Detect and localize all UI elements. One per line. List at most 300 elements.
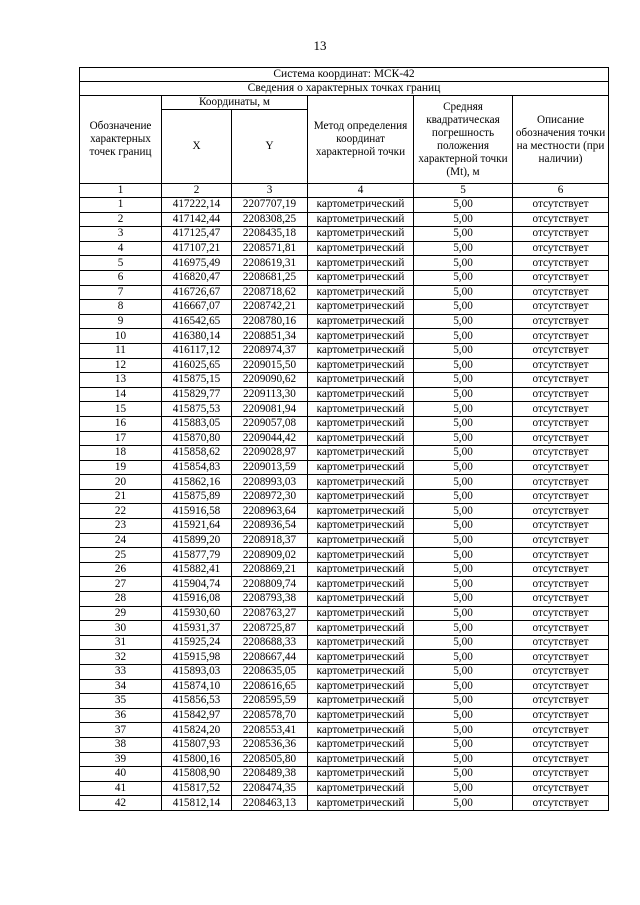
method-cell: картометрический [308,679,414,694]
method-cell: картометрический [308,752,414,767]
y-cell: 2209090,62 [232,373,308,388]
error-cell: 5,00 [414,577,513,592]
y-cell: 2208489,38 [232,767,308,782]
description-cell: отсутствует [513,650,609,665]
error-cell: 5,00 [414,343,513,358]
method-cell: картометрический [308,227,414,242]
method-cell: картометрический [308,446,414,461]
x-cell: 415875,53 [162,402,232,417]
y-cell: 2208793,38 [232,592,308,607]
y-cell: 2209015,50 [232,358,308,373]
x-cell: 416667,07 [162,300,232,315]
y-cell: 2209081,94 [232,402,308,417]
point-number-cell: 11 [80,343,162,358]
description-cell: отсутствует [513,723,609,738]
point-number-cell: 38 [80,737,162,752]
table-row [80,752,609,767]
table-row [80,519,609,534]
description-cell: отсутствует [513,708,609,723]
table-row [80,562,609,577]
point-number-cell: 21 [80,489,162,504]
description-cell: отсутствует [513,300,609,315]
point-number-cell: 33 [80,665,162,680]
page-number: 13 [313,38,327,53]
description-cell: отсутствует [513,227,609,242]
error-cell: 5,00 [414,504,513,519]
point-number-cell: 30 [80,621,162,636]
description-cell: отсутствует [513,416,609,431]
x-cell: 415882,41 [162,562,232,577]
error-cell: 5,00 [414,373,513,388]
method-cell: картометрический [308,504,414,519]
method-cell: картометрический [308,285,414,300]
x-cell: 416025,65 [162,358,232,373]
column-number: 1 [80,184,162,198]
method-cell: картометрический [308,519,414,534]
y-cell: 2208918,37 [232,533,308,548]
y-cell: 2209113,30 [232,387,308,402]
error-cell: 5,00 [414,635,513,650]
x-cell: 415899,20 [162,533,232,548]
x-cell: 415856,53 [162,694,232,709]
error-cell: 5,00 [414,548,513,563]
method-cell: картометрический [308,533,414,548]
table-row [80,621,609,636]
y-cell: 2208681,25 [232,270,308,285]
description-cell: отсутствует [513,519,609,534]
x-cell: 415808,90 [162,767,232,782]
table-row [80,796,609,811]
point-number-cell: 9 [80,314,162,329]
description-cell: отсутствует [513,212,609,227]
description-cell: отсутствует [513,431,609,446]
method-cell: картометрический [308,562,414,577]
x-header: X [162,110,232,184]
x-cell: 415824,20 [162,723,232,738]
table-row [80,577,609,592]
point-number-cell: 13 [80,373,162,388]
x-cell: 415883,05 [162,416,232,431]
error-cell: 5,00 [414,606,513,621]
point-number-cell: 35 [80,694,162,709]
description-cell: отсутствует [513,198,609,213]
description-cell: отсутствует [513,592,609,607]
description-cell: отсутствует [513,256,609,271]
method-cell: картометрический [308,270,414,285]
method-cell: картометрический [308,767,414,782]
method-cell: картометрический [308,621,414,636]
column-number: 2 [162,184,232,198]
table-row [80,358,609,373]
table-body [80,198,609,811]
x-cell: 415931,37 [162,621,232,636]
x-cell: 416117,12 [162,343,232,358]
y-cell: 2208553,41 [232,723,308,738]
x-cell: 416542,65 [162,314,232,329]
error-cell: 5,00 [414,767,513,782]
method-cell: картометрический [308,708,414,723]
description-cell: отсутствует [513,358,609,373]
point-number-cell: 23 [80,519,162,534]
y-cell: 2208616,65 [232,679,308,694]
y-cell: 2208688,33 [232,635,308,650]
method-cell: картометрический [308,635,414,650]
column-numbers-row [80,184,609,198]
point-number-cell: 12 [80,358,162,373]
x-cell: 415915,98 [162,650,232,665]
method-cell: картометрический [308,431,414,446]
description-cell: отсутствует [513,489,609,504]
y-cell: 2208993,03 [232,475,308,490]
method-cell: картометрический [308,358,414,373]
point-number-cell: 36 [80,708,162,723]
boundary-points-table [79,67,609,811]
table-row [80,270,609,285]
error-cell: 5,00 [414,446,513,461]
x-cell: 417222,14 [162,198,232,213]
error-cell: 5,00 [414,416,513,431]
table-row [80,606,609,621]
table-row [80,329,609,344]
description-cell: отсутствует [513,533,609,548]
coordinate-system-title: Система координат: МСК-42 [80,68,609,82]
error-cell: 5,00 [414,752,513,767]
x-cell: 415858,62 [162,446,232,461]
description-cell: отсутствует [513,781,609,796]
description-cell: отсутствует [513,796,609,811]
error-cell: 5,00 [414,562,513,577]
description-cell: отсутствует [513,373,609,388]
description-cell: отсутствует [513,767,609,782]
error-cell: 5,00 [414,300,513,315]
y-header: Y [232,110,308,184]
point-number-cell: 14 [80,387,162,402]
x-cell: 416726,67 [162,285,232,300]
table-row [80,314,609,329]
x-cell: 415807,93 [162,737,232,752]
method-cell: картометрический [308,300,414,315]
point-number-cell: 6 [80,270,162,285]
method-cell: картометрический [308,781,414,796]
error-cell: 5,00 [414,519,513,534]
method-cell: картометрический [308,694,414,709]
table-row [80,227,609,242]
description-cell: отсутствует [513,621,609,636]
point-number-cell: 41 [80,781,162,796]
method-cell: картометрический [308,329,414,344]
y-cell: 2208463,13 [232,796,308,811]
error-cell: 5,00 [414,358,513,373]
x-cell: 415875,15 [162,373,232,388]
table-row [80,650,609,665]
y-cell: 2208869,21 [232,562,308,577]
y-cell: 2208595,59 [232,694,308,709]
y-cell: 2208780,16 [232,314,308,329]
description-cell: отсутствует [513,562,609,577]
method-cell: картометрический [308,343,414,358]
table-row [80,694,609,709]
description-cell: отсутствует [513,635,609,650]
error-cell: 5,00 [414,679,513,694]
description-cell: отсутствует [513,752,609,767]
method-cell: картометрический [308,650,414,665]
x-cell: 417125,47 [162,227,232,242]
error-cell: 5,00 [414,737,513,752]
description-cell: отсутствует [513,504,609,519]
error-cell: 5,00 [414,329,513,344]
error-cell: 5,00 [414,402,513,417]
y-cell: 2207707,19 [232,198,308,213]
x-cell: 415916,58 [162,504,232,519]
point-number-cell: 32 [80,650,162,665]
y-cell: 2208619,31 [232,256,308,271]
x-cell: 415862,16 [162,475,232,490]
x-cell: 416380,14 [162,329,232,344]
method-cell: картометрический [308,460,414,475]
table-row [80,708,609,723]
point-number-cell: 42 [80,796,162,811]
y-cell: 2208936,54 [232,519,308,534]
x-cell: 417142,44 [162,212,232,227]
description-cell: отсутствует [513,387,609,402]
y-cell: 2208718,62 [232,285,308,300]
description-cell: отсутствует [513,329,609,344]
column-number: 4 [308,184,414,198]
table-row [80,198,609,213]
point-number-cell: 26 [80,562,162,577]
point-number-cell: 4 [80,241,162,256]
table-row [80,679,609,694]
table-row [80,416,609,431]
point-number-cell: 20 [80,475,162,490]
y-cell: 2208972,30 [232,489,308,504]
x-cell: 415930,60 [162,606,232,621]
y-cell: 2208809,74 [232,577,308,592]
method-cell: картометрический [308,387,414,402]
point-number-cell: 3 [80,227,162,242]
x-cell: 415870,80 [162,431,232,446]
x-cell: 415812,14 [162,796,232,811]
point-number-cell: 37 [80,723,162,738]
designation-header: Обозначение характерных точек границ [80,96,162,184]
column-number: 6 [513,184,609,198]
x-cell: 415921,64 [162,519,232,534]
error-cell: 5,00 [414,781,513,796]
table-row [80,475,609,490]
point-number-cell: 19 [80,460,162,475]
y-cell: 2209028,97 [232,446,308,461]
point-number-cell: 27 [80,577,162,592]
description-header: Описание обозначения точки на местности (при наличии) [513,96,609,184]
method-cell: картометрический [308,577,414,592]
point-number-cell: 40 [80,767,162,782]
error-cell: 5,00 [414,212,513,227]
error-cell: 5,00 [414,694,513,709]
y-cell: 2208308,25 [232,212,308,227]
y-cell: 2208909,02 [232,548,308,563]
description-cell: отсутствует [513,606,609,621]
method-cell: картометрический [308,416,414,431]
y-cell: 2208667,44 [232,650,308,665]
column-number: 5 [414,184,513,198]
table-row [80,460,609,475]
error-cell: 5,00 [414,270,513,285]
point-number-cell: 28 [80,592,162,607]
y-cell: 2208725,87 [232,621,308,636]
x-cell: 415854,83 [162,460,232,475]
method-cell: картометрический [308,796,414,811]
point-number-cell: 8 [80,300,162,315]
method-cell: картометрический [308,665,414,680]
method-cell: картометрический [308,241,414,256]
point-number-cell: 10 [80,329,162,344]
point-number-cell: 18 [80,446,162,461]
point-number-cell: 1 [80,198,162,213]
table-row [80,767,609,782]
method-cell: картометрический [308,592,414,607]
error-cell: 5,00 [414,241,513,256]
table-row [80,665,609,680]
description-cell: отсутствует [513,285,609,300]
table-row [80,431,609,446]
column-number: 3 [232,184,308,198]
y-cell: 2208635,05 [232,665,308,680]
description-cell: отсутствует [513,694,609,709]
y-cell: 2208536,36 [232,737,308,752]
table-row [80,635,609,650]
y-cell: 2208571,81 [232,241,308,256]
error-cell: 5,00 [414,533,513,548]
table-row [80,285,609,300]
point-number-cell: 5 [80,256,162,271]
error-cell: 5,00 [414,475,513,490]
point-number-cell: 34 [80,679,162,694]
x-cell: 415916,08 [162,592,232,607]
table-row [80,402,609,417]
table-row [80,300,609,315]
table-row [80,256,609,271]
section-title: Сведения о характерных точках границ [80,82,609,96]
method-header: Метод определения координат характерной точки [308,96,414,184]
point-number-cell: 16 [80,416,162,431]
error-cell: 5,00 [414,650,513,665]
x-cell: 415893,03 [162,665,232,680]
description-cell: отсутствует [513,679,609,694]
error-cell: 5,00 [414,708,513,723]
description-cell: отсутствует [513,475,609,490]
table-row [80,241,609,256]
point-number-cell: 2 [80,212,162,227]
table-row [80,446,609,461]
y-cell: 2208505,80 [232,752,308,767]
method-cell: картометрический [308,548,414,563]
error-cell: 5,00 [414,431,513,446]
point-number-cell: 22 [80,504,162,519]
point-number-cell: 7 [80,285,162,300]
y-cell: 2209013,59 [232,460,308,475]
y-cell: 2208578,70 [232,708,308,723]
table-row [80,781,609,796]
description-cell: отсутствует [513,737,609,752]
point-number-cell: 31 [80,635,162,650]
error-cell: 5,00 [414,592,513,607]
method-cell: картометрический [308,198,414,213]
description-cell: отсутствует [513,548,609,563]
x-cell: 415829,77 [162,387,232,402]
table-row [80,373,609,388]
method-cell: картометрический [308,212,414,227]
error-cell: 5,00 [414,387,513,402]
error-header: Средняя квадратическая погрешность положения характерной точки (Mt), м [414,96,513,184]
y-cell: 2208974,37 [232,343,308,358]
table-row [80,592,609,607]
description-cell: отсутствует [513,577,609,592]
table-row [80,533,609,548]
error-cell: 5,00 [414,256,513,271]
y-cell: 2208742,21 [232,300,308,315]
error-cell: 5,00 [414,460,513,475]
method-cell: картометрический [308,373,414,388]
table-row [80,737,609,752]
x-cell: 415904,74 [162,577,232,592]
error-cell: 5,00 [414,227,513,242]
point-number-cell: 17 [80,431,162,446]
error-cell: 5,00 [414,796,513,811]
x-cell: 415877,79 [162,548,232,563]
error-cell: 5,00 [414,723,513,738]
description-cell: отсутствует [513,241,609,256]
y-cell: 2208474,35 [232,781,308,796]
error-cell: 5,00 [414,314,513,329]
y-cell: 2208435,18 [232,227,308,242]
x-cell: 415925,24 [162,635,232,650]
table-row [80,723,609,738]
y-cell: 2208963,64 [232,504,308,519]
description-cell: отсутствует [513,460,609,475]
description-cell: отсутствует [513,665,609,680]
method-cell: картометрический [308,402,414,417]
table-row [80,212,609,227]
description-cell: отсутствует [513,314,609,329]
method-cell: картометрический [308,489,414,504]
error-cell: 5,00 [414,665,513,680]
x-cell: 415817,52 [162,781,232,796]
x-cell: 415874,10 [162,679,232,694]
point-number-cell: 25 [80,548,162,563]
point-number-cell: 15 [80,402,162,417]
point-number-cell: 39 [80,752,162,767]
description-cell: отсутствует [513,402,609,417]
point-number-cell: 24 [80,533,162,548]
table-row [80,343,609,358]
x-cell: 415800,16 [162,752,232,767]
error-cell: 5,00 [414,198,513,213]
error-cell: 5,00 [414,285,513,300]
y-cell: 2208763,27 [232,606,308,621]
x-cell: 416820,47 [162,270,232,285]
description-cell: отсутствует [513,446,609,461]
table-row [80,387,609,402]
method-cell: картометрический [308,475,414,490]
error-cell: 5,00 [414,489,513,504]
method-cell: картометрический [308,606,414,621]
method-cell: картометрический [308,737,414,752]
method-cell: картометрический [308,256,414,271]
x-cell: 415842,97 [162,708,232,723]
description-cell: отсутствует [513,270,609,285]
x-cell: 416975,49 [162,256,232,271]
description-cell: отсутствует [513,343,609,358]
